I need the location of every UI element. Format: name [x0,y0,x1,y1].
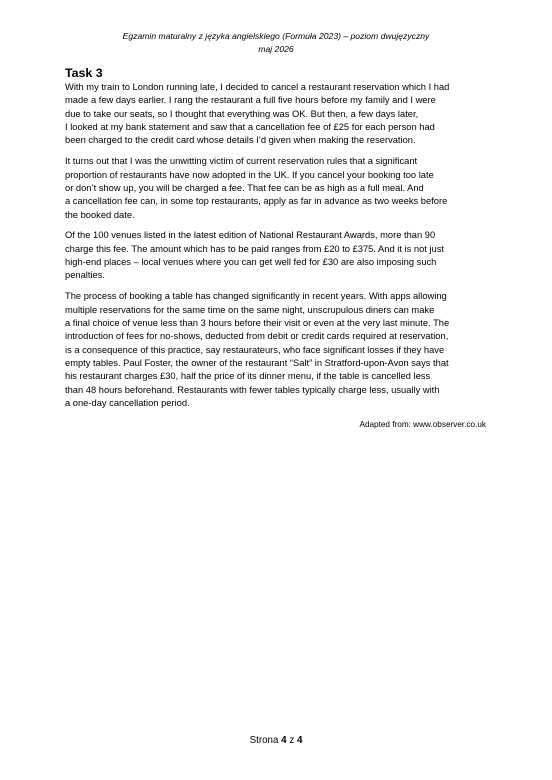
exam-title: Egzamin maturalny z języka angielskiego (Formuła 2023) – poziom dwujęzyczny [122,31,430,41]
text-line: With my train to London running late, I decided to cancel a restaurant reservation which I had [65,82,450,92]
exam-header [0,30,552,56]
text-line: empty tables. Paul Foster, the owner of the restaurant “Salt” in Stratford-upon-Avon says that [65,358,449,369]
text-line: or don’t show up, you will be charged a fee. That fee can be as high as a full meal. And [65,182,424,193]
text-line: Of the 100 venues listed in the latest edition of National Restaurant Awards, more than 90 [65,230,436,241]
paragraph-1 [65,81,490,148]
text-line: introduction of fees for no-shows, deducted from debit or credit cards required at reservation, [65,331,449,342]
text-line: due to take our seats, so I thought that everything was OK. But then, a few days later, [65,108,419,119]
page-total: 4 [296,735,303,746]
paragraph-3 [65,229,490,282]
page-number: 4 [281,735,287,746]
exam-date: maj 2026 [258,44,294,54]
text-line: his restaurant charges £30, half the price of its dinner menu, if the table is cancelled less [65,371,431,382]
page-footer [0,735,552,746]
text-line: multiple reservations for the same time on the same night, unscrupulous diners can make [65,304,435,315]
text-line: It turns out that I was the unwitting victim of current reservation rules that a significant [65,156,418,167]
page-prefix: Strona [249,735,282,746]
text-line: the booked date. [65,209,135,220]
text-line: proportion of restaurants have now adopted in the UK. If you cancel your booking too late [65,169,434,180]
text-line: penalties. [65,270,105,281]
source-attribution: Adapted from: www.observer.co.uk [359,420,486,429]
text-line: The process of booking a table has changed significantly in recent years. With apps allowing [65,291,447,302]
text-line: been charged to the credit card whose details I’d given when making the reservation. [65,135,416,146]
text-line: a one-day cancellation period. [65,398,190,409]
paragraph-2 [65,155,490,222]
paragraph-4 [65,290,490,410]
text-line: made a few days earlier. I rang the restaurant a full five hours before my family and I were [65,95,436,106]
text-line: is a consequence of this practice, say restaurateurs, who face significant losses if they have [65,344,445,355]
text-line: a final choice of venue less than 3 hours before their visit or even at the very last minute. The [65,318,450,328]
text-line: I looked at my bank statement and saw that a cancellation fee of £25 for each person had [65,122,435,133]
text-line: charge this fee. The amount which has to be paid ranges from £20 to £375. And it is not just [65,243,445,254]
text-line: a cancellation fee can, in some top restaurants, apply as far in advance as two weeks before [65,196,448,207]
task-text [65,81,490,418]
page-separator: z [286,735,297,746]
text-line: high-end places – local venues where you can get well fed for £30 are also imposing such [65,257,437,268]
text-line: than 48 hours beforehand. Restaurants with fewer tables typically charge less, usually with [65,384,440,395]
task-title: Task 3 [65,66,103,80]
